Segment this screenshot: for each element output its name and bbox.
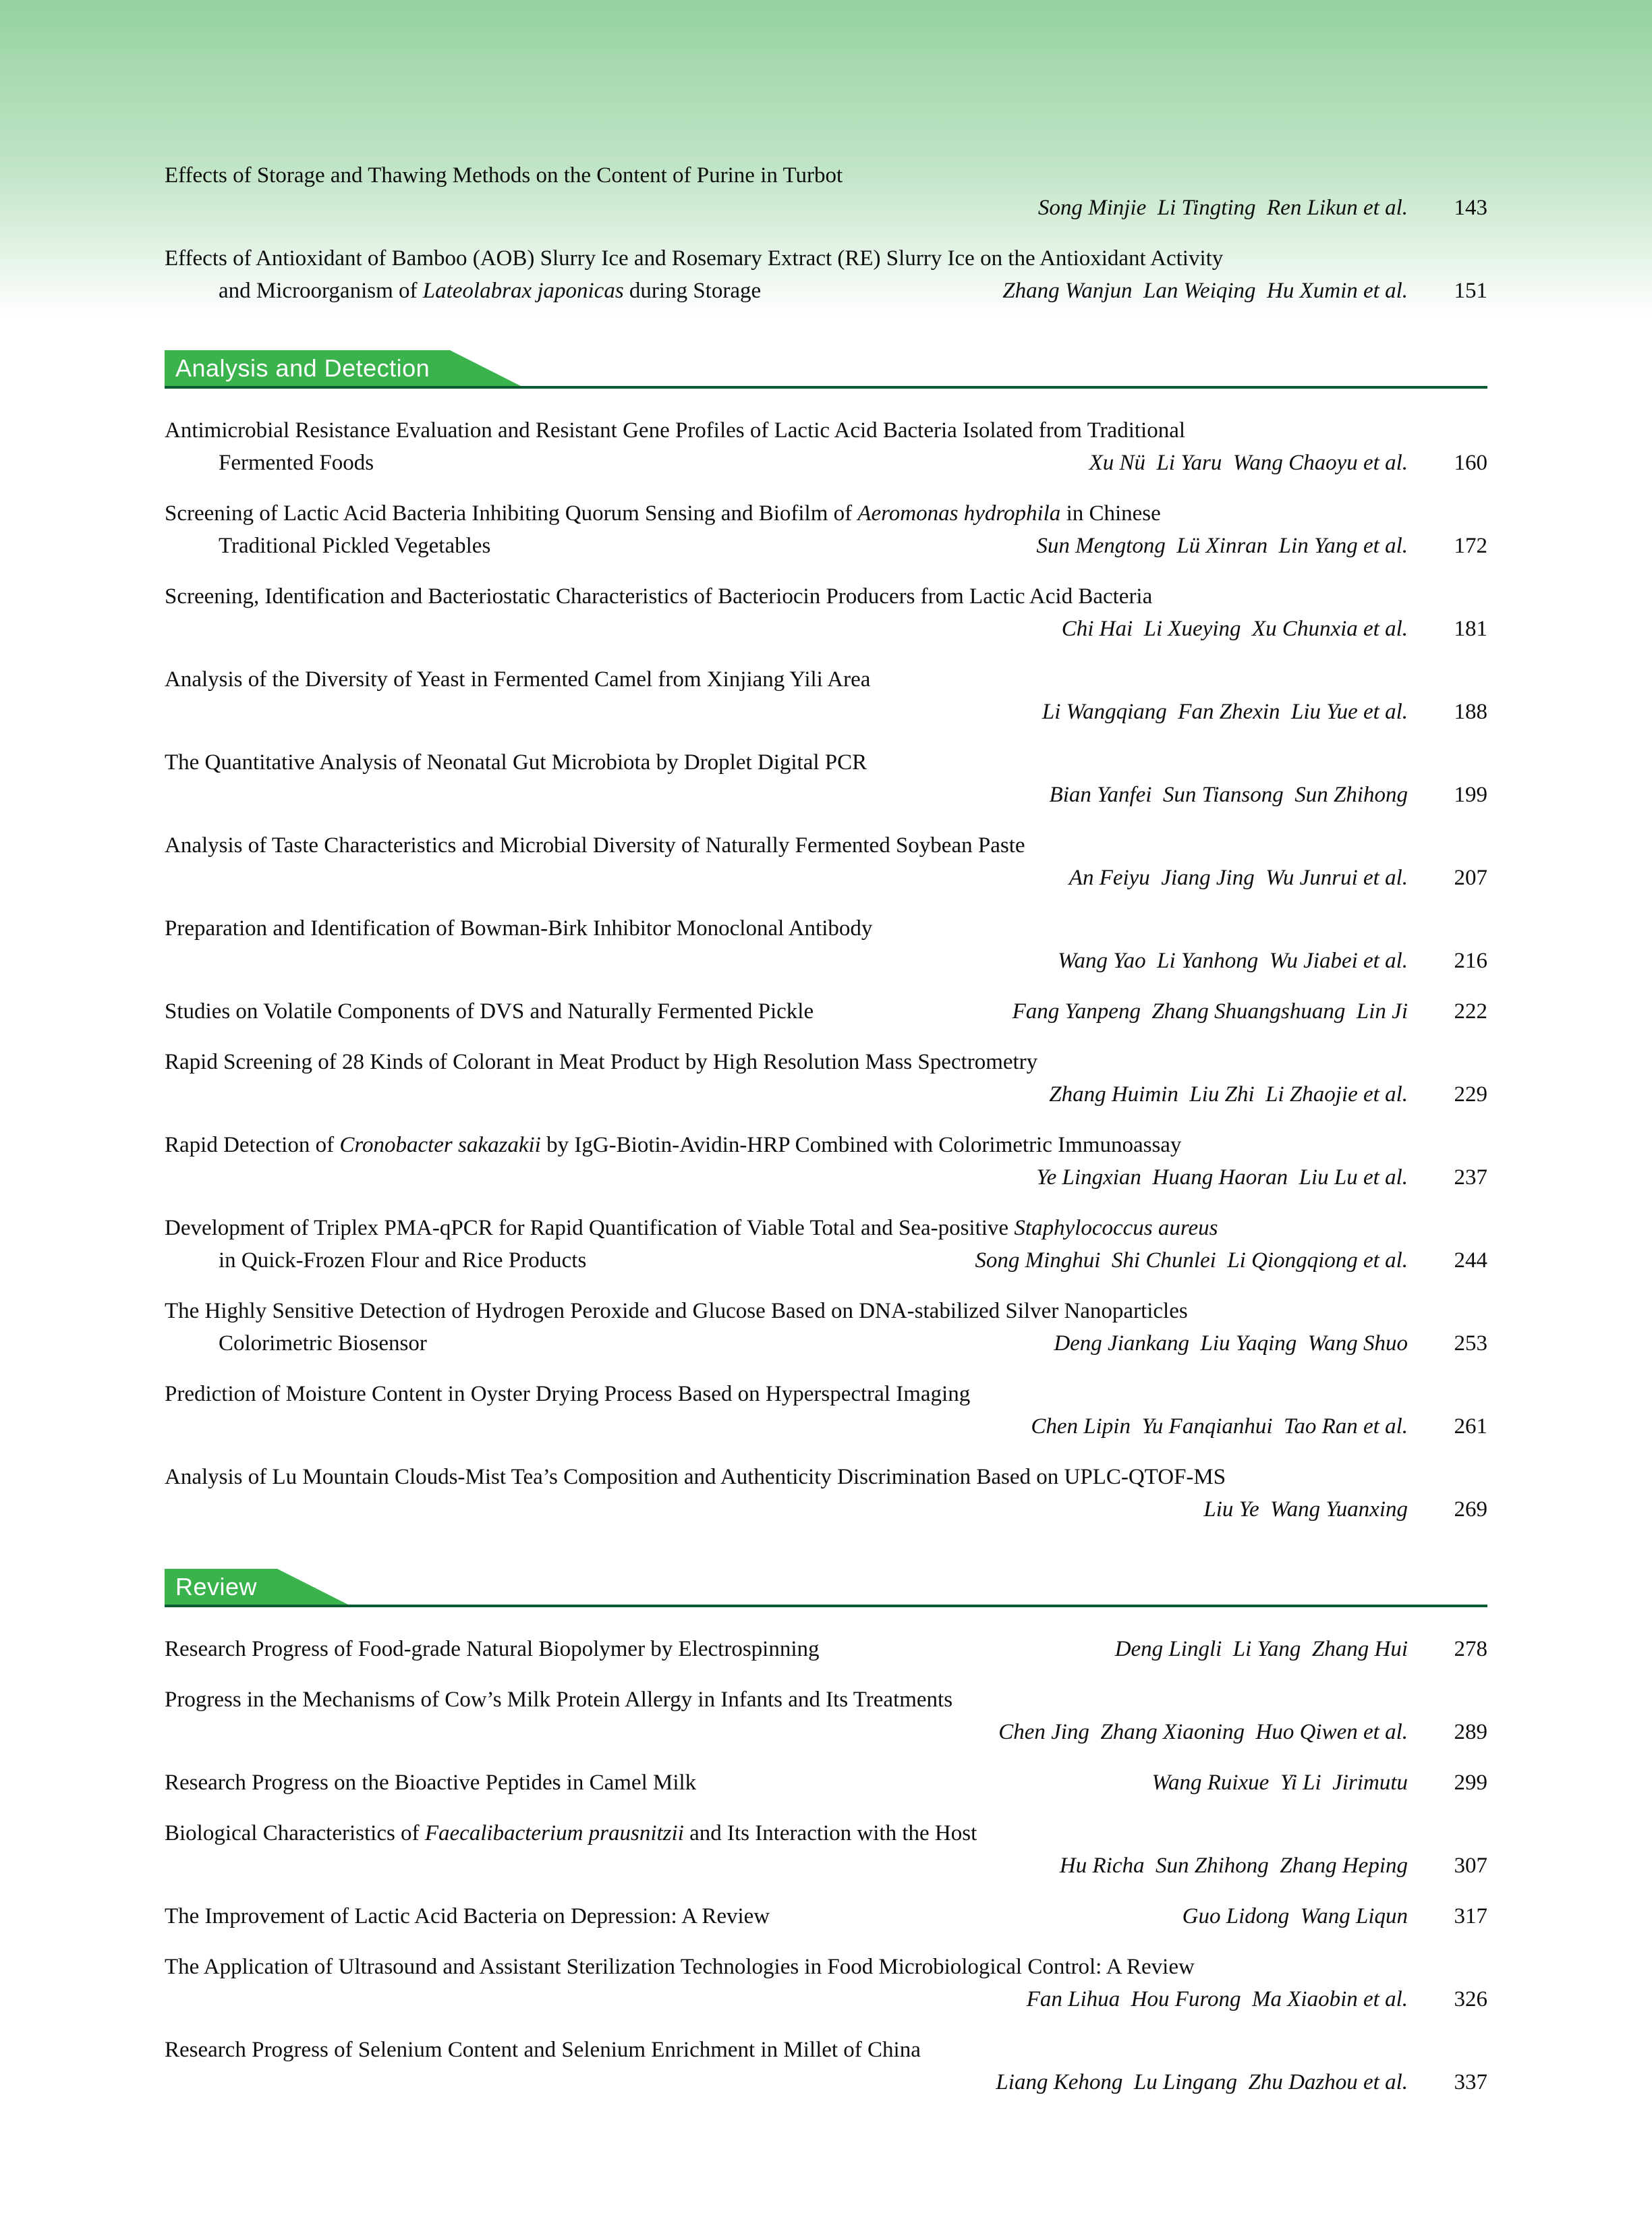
entry-row <box>165 1900 1487 1932</box>
entry-authors: Li Wangqiang Fan Zhexin Liu Yue et al. <box>1042 700 1408 724</box>
title-run: Analysis of Lu Mountain Clouds-Mist Tea’s Composition and Authenticity Discrimination Based on UPLC-QTOF-MS <box>165 1465 1226 1489</box>
entry-title <box>165 1817 977 1849</box>
title-run: during Storage <box>623 279 762 303</box>
entry-title <box>165 663 870 696</box>
toc-entry <box>165 1295 1487 1360</box>
entry-page-number: 188 <box>1454 700 1487 724</box>
title-run: The Improvement of Lactic Acid Bacteria on Depression: A Review <box>165 1904 770 1928</box>
entry-row <box>165 497 1487 530</box>
entry-authors: Song Minghui Shi Chunlei Li Qiongqiong et al. <box>975 1248 1408 1273</box>
entry-row <box>165 1244 1487 1277</box>
entry-authors: Fan Lihua Hou Furong Ma Xiaobin et al. <box>1026 1987 1408 2011</box>
entry-page-number: 307 <box>1454 1854 1487 1878</box>
entry-page-number: 222 <box>1454 999 1487 1024</box>
entry-authors-page <box>1042 613 1487 645</box>
entry-authors: Deng Lingli Li Yang Zhang Hui <box>1114 1637 1408 1661</box>
entry-authors-page <box>955 1244 1487 1277</box>
entry-page-number: 237 <box>1454 1165 1487 1190</box>
entry-title <box>165 414 1185 447</box>
entry-row <box>165 2066 1487 2098</box>
entry-row <box>165 192 1487 224</box>
entry-page-number: 229 <box>1454 1082 1487 1107</box>
entry-page-number: 181 <box>1454 617 1487 641</box>
entry-page-number: 337 <box>1454 2070 1487 2094</box>
toc-entry <box>165 663 1487 728</box>
entry-page-number: 207 <box>1454 866 1487 890</box>
entry-authors-page <box>1029 1078 1487 1111</box>
entry-row <box>165 1327 1487 1360</box>
entry-title <box>165 829 1025 862</box>
entry-title <box>165 1951 1195 1983</box>
title-run: Colorimetric Biosensor <box>219 1331 427 1356</box>
section-banner-slant <box>450 350 521 386</box>
toc-entry <box>165 912 1487 977</box>
entry-row <box>165 1983 1487 2015</box>
section-banner <box>165 1569 1487 1607</box>
toc-entry <box>165 497 1487 562</box>
toc-entry <box>165 1951 1487 2015</box>
section-banner-slant <box>277 1569 348 1605</box>
section-banner-shape <box>165 1569 1487 1605</box>
entry-authors-page <box>982 275 1487 307</box>
toc-entry <box>165 1684 1487 1748</box>
title-run-italic: Aeromonas hydrophila <box>857 501 1061 526</box>
toc-entry <box>165 1129 1487 1194</box>
entry-authors-page <box>1132 1766 1488 1799</box>
title-run: Screening, Identification and Bacteriostatic Characteristics of Bacteriocin Producers from Lactic Acid Bacteria <box>165 584 1153 609</box>
entry-authors: Bian Yanfei Sun Tiansong Sun Zhihong <box>1049 783 1408 807</box>
entry-title <box>165 1900 770 1932</box>
entry-authors: Song Minjie Li Tingting Ren Likun et al. <box>1037 196 1408 220</box>
title-run: Research Progress of Food-grade Natural Biopolymer by Electrospinning <box>165 1637 820 1661</box>
entry-row <box>165 1295 1487 1327</box>
entry-title <box>165 159 843 192</box>
section-banner <box>165 350 1487 389</box>
toc-entry <box>165 2034 1487 2098</box>
entry-title <box>165 2034 921 2066</box>
entry-page-number: 317 <box>1454 1904 1487 1928</box>
entry-authors-page <box>1033 1327 1487 1360</box>
toc-section <box>165 1569 1487 2098</box>
entry-page-number: 253 <box>1454 1331 1487 1356</box>
entry-authors-page <box>1022 696 1487 728</box>
title-run: Screening of Lactic Acid Bacteria Inhibiting Quorum Sensing and Biofilm of <box>165 501 858 526</box>
entry-title <box>165 1633 820 1665</box>
entry-row <box>165 1161 1487 1194</box>
entry-authors: Guo Lidong Wang Liqun <box>1182 1904 1408 1928</box>
entry-title <box>165 1378 970 1410</box>
entry-title <box>165 447 374 479</box>
entry-row <box>165 1766 1487 1799</box>
title-run: Antimicrobial Resistance Evaluation and Resistant Gene Profiles of Lactic Acid Bacteria Isolated from Traditional <box>165 418 1186 443</box>
entry-row <box>165 159 1487 192</box>
entry-authors: Hu Richa Sun Zhihong Zhang Heping <box>1059 1854 1408 1878</box>
entry-authors: Chen Jing Zhang Xiaoning Huo Qiwen et al. <box>998 1720 1408 1744</box>
entry-authors: Liu Ye Wang Yuanxing <box>1203 1497 1408 1522</box>
entry-page-number: 143 <box>1454 196 1487 220</box>
section-label: Review <box>175 1572 258 1601</box>
entry-row <box>165 1212 1487 1244</box>
title-run-italic: Cronobacter sakazakii <box>339 1133 541 1157</box>
entry-page-number: 244 <box>1454 1248 1487 1273</box>
entry-title <box>165 995 814 1028</box>
title-run: The Highly Sensitive Detection of Hydrogen Peroxide and Glucose Based on DNA-stabilized Silver Nanoparticles <box>165 1299 1188 1323</box>
toc-entry <box>165 1766 1487 1799</box>
toc-section <box>165 159 1487 307</box>
title-run-italic: Faecalibacterium prausnitzii <box>424 1821 684 1845</box>
entry-row <box>165 1410 1487 1443</box>
entry-row <box>165 1378 1487 1410</box>
entry-title <box>165 1327 427 1360</box>
entry-title <box>165 580 1152 613</box>
entry-row <box>165 945 1487 977</box>
entry-row <box>165 995 1487 1028</box>
entry-authors: Ye Lingxian Huang Haoran Liu Lu et al. <box>1036 1165 1408 1190</box>
entry-row <box>165 414 1487 447</box>
title-run: The Application of Ultrasound and Assistant Sterilization Technologies in Food Microbiological Control: A Review <box>165 1955 1195 1979</box>
entry-authors: Fang Yanpeng Zhang Shuangshuang Lin Ji <box>1012 999 1408 1024</box>
toc-entry <box>165 1461 1487 1526</box>
toc-entry <box>165 829 1487 894</box>
entry-page-number: 160 <box>1454 451 1487 475</box>
entry-title <box>165 1046 1037 1078</box>
title-run: Preparation and Identification of Bowman-Birk Inhibitor Monoclonal Antibody <box>165 916 873 941</box>
entry-authors: Chen Lipin Yu Fanqianhui Tao Ran et al. <box>1031 1414 1408 1439</box>
entry-row <box>165 912 1487 945</box>
entry-row <box>165 1461 1487 1493</box>
entry-row <box>165 746 1487 779</box>
toc-entry <box>165 1212 1487 1277</box>
title-run: Rapid Detection of <box>165 1133 340 1157</box>
entry-row <box>165 1078 1487 1111</box>
entry-authors-page <box>1006 1983 1487 2015</box>
entry-title <box>165 242 1223 275</box>
section-rule <box>165 386 1487 389</box>
title-run-italic: Lateolabrax japonicas <box>422 279 624 303</box>
entry-row <box>165 242 1487 275</box>
title-run: Effects of Storage and Thawing Methods on the Content of Purine in Turbot <box>165 163 843 188</box>
entry-row <box>165 1129 1487 1161</box>
title-run: Effects of Antioxidant of Bamboo (AOB) Slurry Ice and Rosemary Extract (RE) Slurry Ice on the Antioxidant Activity <box>165 246 1224 271</box>
entry-page-number: 299 <box>1454 1771 1487 1795</box>
entry-authors-page <box>1037 945 1487 977</box>
toc-entry <box>165 580 1487 645</box>
section-banner-body <box>165 1569 277 1605</box>
entry-title <box>165 912 872 945</box>
title-run: Traditional Pickled Vegetables <box>219 534 491 558</box>
title-run: and Microorganism of <box>219 279 423 303</box>
title-run-italic: Staphylococcus aureus <box>1014 1216 1218 1240</box>
title-run: in Chinese <box>1060 501 1161 526</box>
title-run: Rapid Screening of 28 Kinds of Colorant in Meat Product by High Resolution Mass Spectrometry <box>165 1050 1038 1074</box>
toc-entry <box>165 995 1487 1028</box>
entry-title <box>165 1212 1218 1244</box>
toc-entry <box>165 1378 1487 1443</box>
title-run: Analysis of Taste Characteristics and Microbial Diversity of Naturally Fermented Soybean Paste <box>165 833 1025 858</box>
entry-row <box>165 663 1487 696</box>
entry-authors-page <box>1162 1900 1487 1932</box>
entry-authors-page <box>1095 1633 1487 1665</box>
entry-title <box>165 1295 1188 1327</box>
title-run: Fermented Foods <box>219 451 374 475</box>
entry-title <box>165 275 761 307</box>
toc-entry <box>165 746 1487 811</box>
entry-page-number: 278 <box>1454 1637 1487 1661</box>
entry-authors: Zhang Huimin Liu Zhi Li Zhaojie et al. <box>1049 1082 1408 1107</box>
section-rule <box>165 1605 1487 1607</box>
title-run: and Its Interaction with the Host <box>683 1821 977 1845</box>
section-banner-body <box>165 350 450 386</box>
toc-entry <box>165 159 1487 224</box>
entry-page-number: 151 <box>1454 279 1487 303</box>
entry-authors-page <box>1183 1493 1487 1526</box>
toc <box>165 0 1487 2098</box>
entry-authors-page <box>992 995 1487 1028</box>
entry-authors: Xu Nü Li Yaru Wang Chaoyu et al. <box>1089 451 1408 475</box>
entry-row <box>165 829 1487 862</box>
entry-row <box>165 1633 1487 1665</box>
title-run: Research Progress on the Bioactive Peptides in Camel Milk <box>165 1771 697 1795</box>
toc-entry <box>165 414 1487 479</box>
entry-authors: Sun Mengtong Lü Xinran Lin Yang et al. <box>1036 534 1408 558</box>
entry-row <box>165 2034 1487 2066</box>
entry-row <box>165 1716 1487 1748</box>
entry-page-number: 216 <box>1454 949 1487 973</box>
entry-authors-page <box>1069 447 1487 479</box>
entry-page-number: 199 <box>1454 783 1487 807</box>
entry-title <box>165 1461 1226 1493</box>
entry-authors: Chi Hai Li Xueying Xu Chunxia et al. <box>1061 617 1408 641</box>
entry-title <box>165 530 490 562</box>
entry-row <box>165 779 1487 811</box>
entry-row <box>165 1684 1487 1716</box>
entry-authors: Wang Ruixue Yi Li Jirimutu <box>1151 1771 1408 1795</box>
entry-row <box>165 275 1487 307</box>
toc-entry <box>165 1900 1487 1932</box>
title-run: Analysis of the Diversity of Yeast in Fermented Camel from Xinjiang Yili Area <box>165 667 871 692</box>
entry-row <box>165 696 1487 728</box>
entry-row <box>165 1493 1487 1526</box>
toc-entry <box>165 1046 1487 1111</box>
entry-row <box>165 1951 1487 1983</box>
title-run: Research Progress of Selenium Content and Selenium Enrichment in Millet of China <box>165 2038 921 2062</box>
entry-row <box>165 1046 1487 1078</box>
entry-authors-page <box>978 1716 1487 1748</box>
entry-row <box>165 862 1487 894</box>
entry-authors-page <box>1029 779 1487 811</box>
entry-title <box>165 497 1161 530</box>
entry-title <box>165 1766 696 1799</box>
entry-row <box>165 1849 1487 1882</box>
toc-entry <box>165 1817 1487 1882</box>
title-run: by IgG-Biotin-Avidin-HRP Combined with Colorimetric Immunoassay <box>540 1133 1182 1157</box>
toc-section <box>165 350 1487 1526</box>
entry-authors: Liang Kehong Lu Lingang Zhu Dazhou et al. <box>996 2070 1408 2094</box>
entry-row <box>165 613 1487 645</box>
toc-entry <box>165 1633 1487 1665</box>
title-run: Development of Triplex PMA-qPCR for Rapid Quantification of Viable Total and Sea-positive <box>165 1216 1015 1240</box>
entry-authors: Deng Jiankang Liu Yaqing Wang Shuo <box>1054 1331 1408 1356</box>
toc-entry <box>165 242 1487 307</box>
entry-authors-page <box>1049 862 1487 894</box>
entry-authors-page <box>1010 1410 1487 1443</box>
entry-authors-page <box>975 2066 1487 2098</box>
entry-authors: An Feiyu Jiang Jing Wu Junrui et al. <box>1069 866 1408 890</box>
entry-page-number: 172 <box>1454 534 1487 558</box>
entry-title <box>165 1684 952 1716</box>
entry-authors: Wang Yao Li Yanhong Wu Jiabei et al. <box>1058 949 1408 973</box>
entry-page-number: 289 <box>1454 1720 1487 1744</box>
entry-title <box>165 746 867 779</box>
section-label: Analysis and Detection <box>175 354 430 382</box>
entry-page-number: 269 <box>1454 1497 1487 1522</box>
title-run: Prediction of Moisture Content in Oyster Drying Process Based on Hyperspectral Imaging <box>165 1382 971 1406</box>
entry-title <box>165 1129 1181 1161</box>
entry-page-number: 326 <box>1454 1987 1487 2011</box>
section-banner-shape <box>165 350 1487 386</box>
entry-row <box>165 447 1487 479</box>
entry-title <box>165 1244 586 1277</box>
title-run: Biological Characteristics of <box>165 1821 425 1845</box>
entry-authors-page <box>1016 530 1487 562</box>
entry-row <box>165 580 1487 613</box>
title-run: Studies on Volatile Components of DVS and Naturally Fermented Pickle <box>165 999 814 1024</box>
entry-row <box>165 1817 1487 1849</box>
entry-authors-page <box>1018 192 1487 224</box>
title-run: The Quantitative Analysis of Neonatal Gut Microbiota by Droplet Digital PCR <box>165 750 867 775</box>
title-run: Progress in the Mechanisms of Cow’s Milk Protein Allergy in Infants and Its Treatments <box>165 1688 953 1712</box>
entry-authors: Zhang Wanjun Lan Weiqing Hu Xumin et al. <box>1002 279 1408 303</box>
entry-authors-page <box>1016 1161 1487 1194</box>
entry-row <box>165 530 1487 562</box>
title-run: in Quick-Frozen Flour and Rice Products <box>219 1248 587 1273</box>
entry-page-number: 261 <box>1454 1414 1487 1439</box>
entry-authors-page <box>1039 1849 1487 1882</box>
